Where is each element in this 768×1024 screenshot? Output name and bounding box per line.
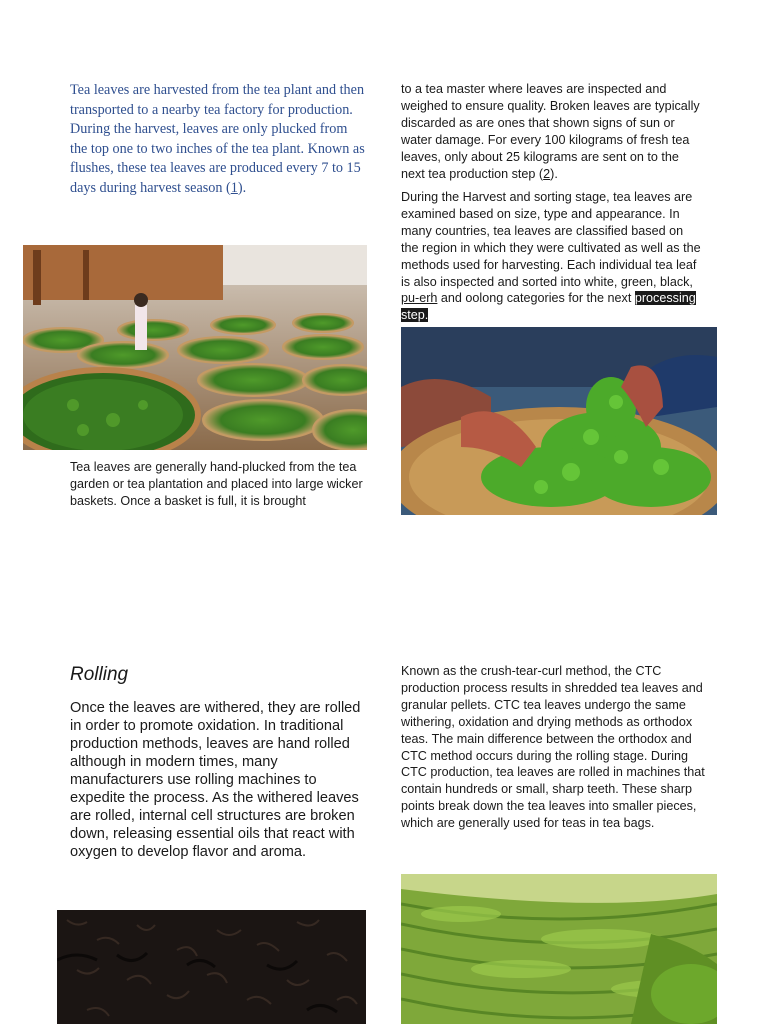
harvest-text-end: ). <box>550 166 558 181</box>
reference-link-2[interactable]: 2 <box>543 166 551 181</box>
rolling-paragraph: Once the leaves are withered, they are rolled in order to promote oxidation. In traditional production methods, leaves are hand rolled although in modern times, many manufacturers use rolling machines to expedite the process. As the withered leaves are rolled, internal cell structures are broken down, releasing essential oils that react with oxygen to develop flavor and aroma. <box>70 700 361 860</box>
sorting-text-middle: and oolong categories for the next <box>437 291 635 306</box>
hands-sorting-leaves-photo <box>401 327 717 515</box>
ctc-paragraph: Known as the crush-tear-curl method, the CTC production process results in shredded tea leaves and granular pellets. CTC tea leaves undergo the same withering, oxidation and drying methods as orthodox teas. The main difference between the orthodox and CTC method occurs during the rolling stage. During CTC production, tea leaves are rolled in machines that contain hundreds or small, sharp teeth. These sharp points break down the tea leaves into smaller pieces, which are generally used for teas in tea bags. <box>401 664 705 831</box>
sorting-paragraph <box>401 189 703 324</box>
sorting-text: During the Harvest and sorting stage, tea leaves are examined based on size, type and appearance. In many countries, tea leaves are classified based on the region in which they were cultivated as well as the methods used for harvesting. Each individual tea leaf is also inspected and sorted into white, green, black, <box>401 190 701 289</box>
intro-text: Tea leaves are harvested from the tea plant and then transported to a nearby tea factory for production. During the harvest, leaves are only plucked from the top one to two inches of the tea plant. Known as flushes, these tea leaves are produced every 7 to 15 days during harvest season ( <box>70 82 365 196</box>
tea-drying-baskets-photo <box>23 245 367 450</box>
intro-text-end: ). <box>237 179 247 196</box>
section-heading-rolling: Rolling <box>70 664 129 685</box>
pu-erh-link[interactable]: pu-erh <box>401 291 438 306</box>
reference-link-1[interactable]: 1 <box>230 179 238 196</box>
highlighted-text: processing step. <box>401 291 696 323</box>
black-tea-leaves-photo <box>57 910 366 1024</box>
tea-plantation-photo <box>401 874 717 1024</box>
harvest-inspection-paragraph <box>401 81 701 182</box>
harvest-text: to a tea master where leaves are inspected and weighed to ensure quality. Broken leaves are typically discarded as are ones that shown signs of sun or water damage. For every 100 kilograms of fresh tea leaves, only about 25 kilograms are sent on to the next tea production step ( <box>401 82 700 181</box>
image-caption-hand-plucked: Tea leaves are generally hand-plucked from the tea garden or tea plantation and placed into large wicker baskets. Once a basket is full, it is brought <box>70 460 363 508</box>
intro-paragraph <box>70 81 366 198</box>
